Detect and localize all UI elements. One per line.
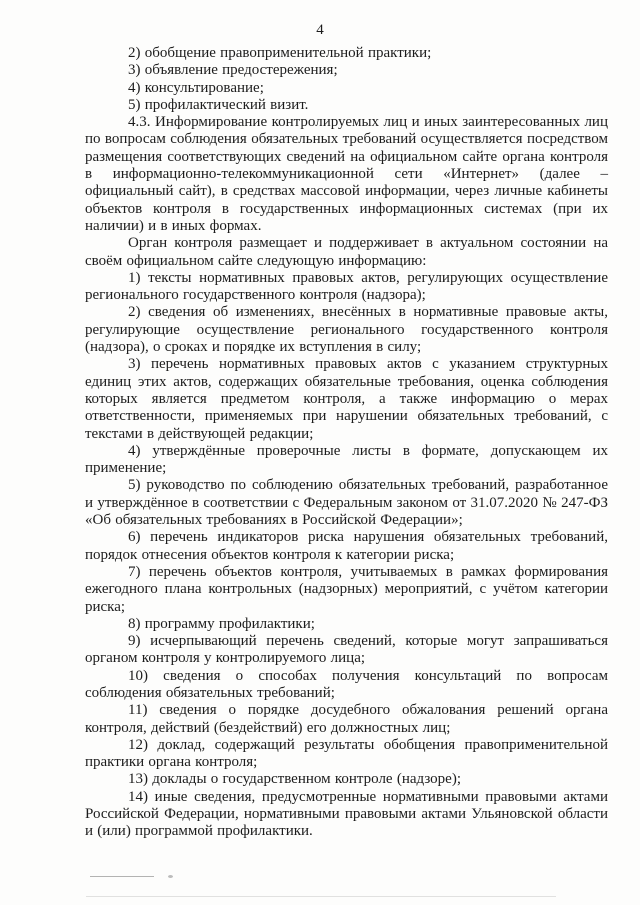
paragraph: 7) перечень объектов контроля, учитываемых в рамках формирования ежегодного плана контрольных (надзорных) мероприятий, с учётом категории риска; <box>85 563 608 615</box>
scan-artifact-dot <box>168 875 173 878</box>
paragraph: 12) доклад, содержащий результаты обобщения правоприменительной практики органа контроля; <box>85 736 608 771</box>
page-number: 4 <box>316 22 324 38</box>
paragraph: 2) сведения об изменениях, внесённых в нормативные правовые акты, регулирующие осуществление регионального государственного контроля (надзора), о сроках и порядке их вступления в силу; <box>85 304 608 356</box>
scan-artifact-line <box>86 896 556 897</box>
document-body <box>85 45 608 841</box>
paragraph: 13) доклады о государственном контроле (надзоре); <box>128 771 461 788</box>
paragraph: 4) консультирование; <box>128 79 264 96</box>
paragraph: 3) перечень нормативных правовых актов с указанием структурных единиц этих актов, содержащих обязательные требования, оценка соблюдения которых является предметом контроля, а также информацию о мерах ответственности, применяемых при нарушении обязательных требований, с текстами в действующей редакции; <box>85 356 608 442</box>
paragraph: 2) обобщение правоприменительной практики; <box>128 45 432 61</box>
paragraph: 6) перечень индикаторов риска нарушения обязательных требований, порядок отнесения объектов контроля к категории риска; <box>85 529 608 563</box>
paragraph: 11) сведения о порядке досудебного обжалования решений органа контроля, действий (бездействий) его должностных лиц; <box>85 702 608 736</box>
paragraph: 4) утверждённые проверочные листы в формате, допускающем их применение; <box>85 442 608 477</box>
paragraph: 9) исчерпывающий перечень сведений, которые могут запрашиваться органом контроля у контролируемого лица; <box>85 633 608 667</box>
scan-artifact-dashes <box>90 876 154 877</box>
paragraph: 8) программу профилактики; <box>128 615 315 632</box>
paragraph: 14) иные сведения, предусмотренные нормативными правовыми актами Российской Федерации, нормативными правовыми актами Ульяновской области и (или) программой профилактики. <box>85 788 608 840</box>
paragraph: 1) тексты нормативных правовых актов, регулирующих осуществление регионального государственного контроля (надзора); <box>85 269 608 304</box>
paragraph: Орган контроля размещает и поддерживает в актуальном состоянии на своём официальном сайте следующую информацию: <box>85 235 608 269</box>
paragraph: 4.3. Информирование контролируемых лиц и иных заинтересованных лиц по вопросам соблюдения обязательных требований осуществляется посредством размещения соответствующих сведений на официальном сайте органа контроля в информационно-телекоммуникационной сети «Интернет» (далее – официальный сайт), в средствах массовой информации, через личные кабинеты объектов контроля в государственных информационных системах (при их наличии) и в иных формах. <box>85 114 608 234</box>
paragraph: 5) профилактический визит. <box>128 96 309 113</box>
paragraph: 5) руководство по соблюдению обязательных требований, разработанное и утверждённое в соответствии с Федеральным законом от 31.07.2020 № 247-ФЗ «Об обязательных требованиях в Российской Федерации»; <box>85 477 608 529</box>
paragraph: 3) объявление предостережения; <box>128 62 338 79</box>
paragraph: 10) сведения о способах получения консультаций по вопросам соблюдения обязательных требований; <box>85 667 608 701</box>
